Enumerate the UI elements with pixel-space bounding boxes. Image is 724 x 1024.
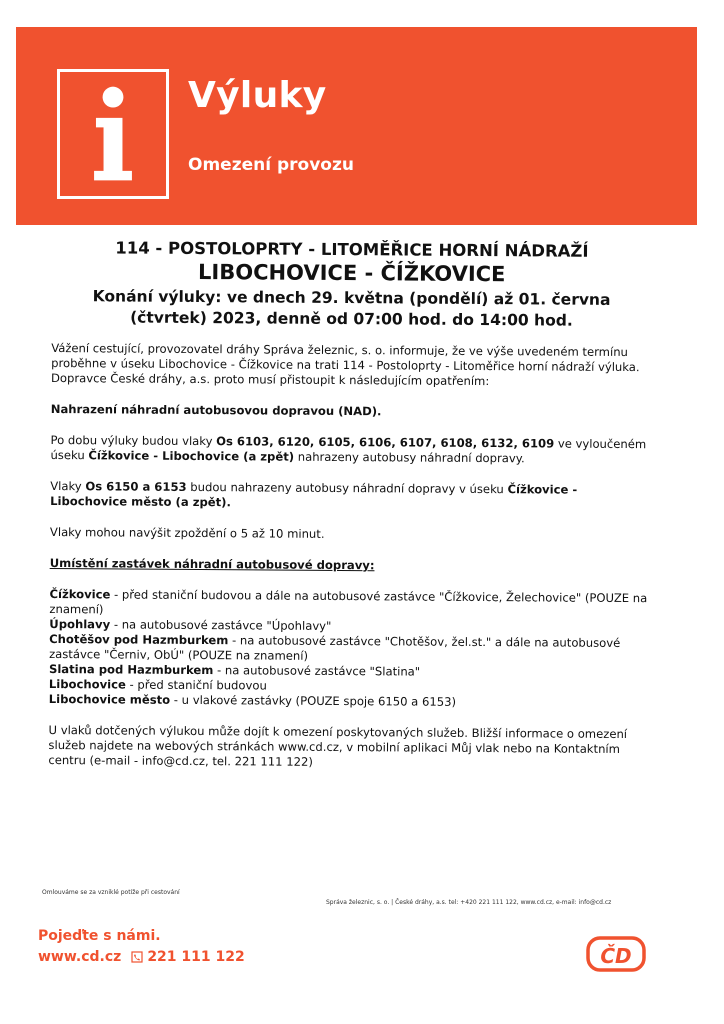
- replacement-paragraph-1: [50, 433, 650, 467]
- stops-heading-text: Umístění zastávek náhradní autobusové dopravy:: [49, 555, 375, 573]
- stop-desc: - na autobusové zastávce "Chotěšov, žel.st." a dále na autobusové zastávce "Černiv, ObÚ" (POUZE na znamení): [49, 633, 621, 663]
- banner-title: Výluky: [188, 75, 327, 116]
- footer-contacts: [38, 949, 245, 965]
- para1-middle: ve vyloučeném úseku: [50, 436, 647, 463]
- para1-section: Čížkovice - Libochovice (a zpět): [88, 448, 295, 464]
- date-heading: [51, 286, 651, 332]
- apology-note: Omlouváme se za vzniklé potíže při cestování: [42, 889, 180, 896]
- phone-number: 221 111 122: [147, 949, 245, 965]
- cd-logo: [585, 932, 647, 974]
- para2-middle: budou nahrazeny autobusy náhradní dopravy v úseku: [186, 479, 508, 497]
- date-line-1: Konání výluky: ve dnech 29. května (pondělí) až 01. června: [92, 287, 611, 309]
- logo-text: ČD: [600, 944, 632, 968]
- stop-desc: - na autobusové zastávce "Úpohlavy": [110, 617, 332, 633]
- date-line-2: (čtvrtek) 2023, denně od 07:00 hod. do 14:00 hod.: [130, 308, 573, 330]
- para2-section: Čížkovice - Libochovice město (a zpět).: [50, 482, 578, 510]
- replacement-paragraph-2: [50, 479, 650, 513]
- para2-trains: Os 6150 a 6153: [85, 479, 187, 494]
- delay-note: Vlaky mohou navýšit zpoždění o 5 až 10 minut.: [49, 524, 325, 541]
- closing-paragraph: U vlaků dotčených výlukou může dojít k omezení poskytovaných služeb. Bližší informace o omezení služeb najdete na webových stránkách www.cd.cz, v mobilní aplikaci Můj vlak nebo na Kontaktním centru (e-mail - info@cd.cz, tel. 221 111 122): [48, 722, 628, 769]
- para1-suffix: nahrazeny autobusy náhradní dopravy.: [294, 449, 525, 466]
- intro-paragraph: Vážení cestující, provozovatel dráhy Správa železnic, s. o. informuje, že ve výše uvedeném termínu proběhne v úseku Libochovice - Čížkovice na trati 114 - Postoloprty - Litoměřice horní nádraží výluka. Dopravce České dráhy, a.s. proto musí přistoupit k následujícím opatřením:: [50, 340, 640, 389]
- banner-subtitle: Omezení provozu: [188, 155, 354, 175]
- notice-content: [48, 238, 652, 772]
- info-icon: [57, 69, 169, 199]
- website-link[interactable]: www.cd.cz: [38, 949, 122, 965]
- stop-desc: - před staniční budovou: [125, 677, 267, 693]
- stop-name: Chotěšov pod Hazmburkem: [49, 631, 229, 648]
- header-banner: [16, 27, 697, 225]
- stop-desc: - u vlakové zastávky (POUZE spoje 6150 a 6153): [170, 692, 457, 709]
- stop-name: Libochovice: [48, 676, 126, 692]
- para1-trains: Os 6103, 6120, 6105, 6106, 6107, 6108, 6132, 6109: [216, 434, 555, 451]
- stop-name: Úpohlavy: [49, 616, 111, 632]
- para2-prefix: Vlaky: [50, 478, 86, 494]
- stop-name: Čížkovice: [49, 586, 111, 602]
- list-item: [49, 632, 649, 666]
- phone-contact[interactable]: [131, 949, 244, 965]
- stop-name: Libochovice město: [48, 691, 171, 707]
- stop-name: Slatina pod Hazmburkem: [48, 661, 214, 678]
- route-heading: 114 - POSTOLOPRTY - LITOMĚŘICE HORNÍ NÁDRAŽÍ: [115, 238, 589, 261]
- stop-desc: - na autobusové zastávce "Slatina": [213, 663, 421, 679]
- stop-desc: - před staniční budovou a dále na autobusové zastávce "Čížkovice, Želechovice" (POUZE na znamení): [49, 587, 648, 617]
- list-item: [49, 587, 649, 621]
- contact-line: Správa železnic, s. o. | České dráhy, a.s. tel: +420 221 111 122, www.cd.cz, e-mail: info@cd.cz: [326, 899, 612, 906]
- section-heading: LIBOCHOVICE - ČÍŽKOVICE: [197, 260, 506, 287]
- stops-list: [49, 587, 650, 711]
- nad-heading-text: Nahrazení náhradní autobusovou dopravou (NAD).: [50, 401, 382, 419]
- phone-icon: [131, 951, 143, 963]
- para1-prefix: Po dobu výluky budou vlaky: [50, 432, 217, 449]
- slogan: Pojeďte s námi.: [38, 928, 161, 944]
